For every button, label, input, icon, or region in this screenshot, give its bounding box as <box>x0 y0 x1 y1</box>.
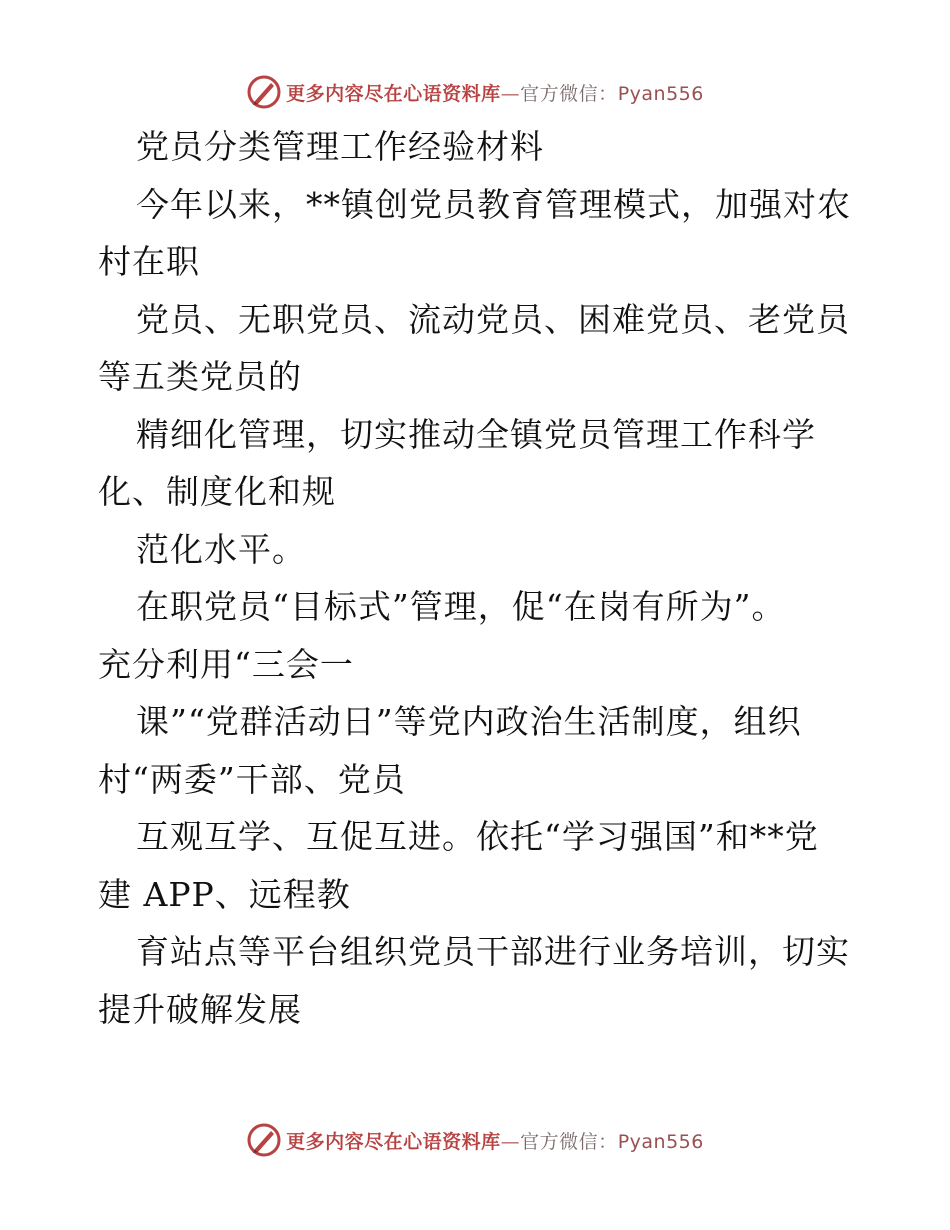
text-line: 课”“党群活动日”等党内政治生活制度，组织 <box>136 702 802 741</box>
text-line: 互观互学、互促互进。依托“学习强国”和**党 <box>136 817 819 856</box>
pen-logo-icon <box>246 1122 282 1158</box>
text-line: 充分利用“三会一 <box>98 644 354 684</box>
text-line: 今年以来，**镇创党员教育管理模式，加强对农 <box>136 184 851 224</box>
header-watermark <box>0 72 950 112</box>
document-title: 党员分类管理工作经验材料 <box>136 127 544 166</box>
text-line: 育站点等平台组织党员干部进行业务培训，切实 <box>136 932 850 971</box>
text-line: 村“两委”干部、党员 <box>98 759 406 799</box>
text-line: 村在职 <box>98 242 200 281</box>
footer-watermark <box>0 1120 950 1160</box>
text-line: 等五类党员的 <box>98 357 302 396</box>
watermark-text: 更多内容尽在心语资料库—官方微信：Pyan556 <box>286 1130 704 1153</box>
document-body <box>98 118 858 1038</box>
text-line: 建 APP、远程教 <box>98 874 351 914</box>
text-line: 提升破解发展 <box>98 989 302 1029</box>
text-line: 化、制度化和规 <box>98 472 336 511</box>
text-line: 精细化管理，切实推动全镇党员管理工作科学 <box>136 414 816 454</box>
watermark-text: 更多内容尽在心语资料库—官方微信：Pyan556 <box>286 82 704 105</box>
text-line: 范化水平。 <box>136 529 306 569</box>
text-line: 党员、无职党员、流动党员、困难党员、老党员 <box>136 299 850 339</box>
pen-logo-icon <box>246 74 282 110</box>
text-line: 在职党员“目标式”管理，促“在岗有所为”。 <box>136 587 786 626</box>
